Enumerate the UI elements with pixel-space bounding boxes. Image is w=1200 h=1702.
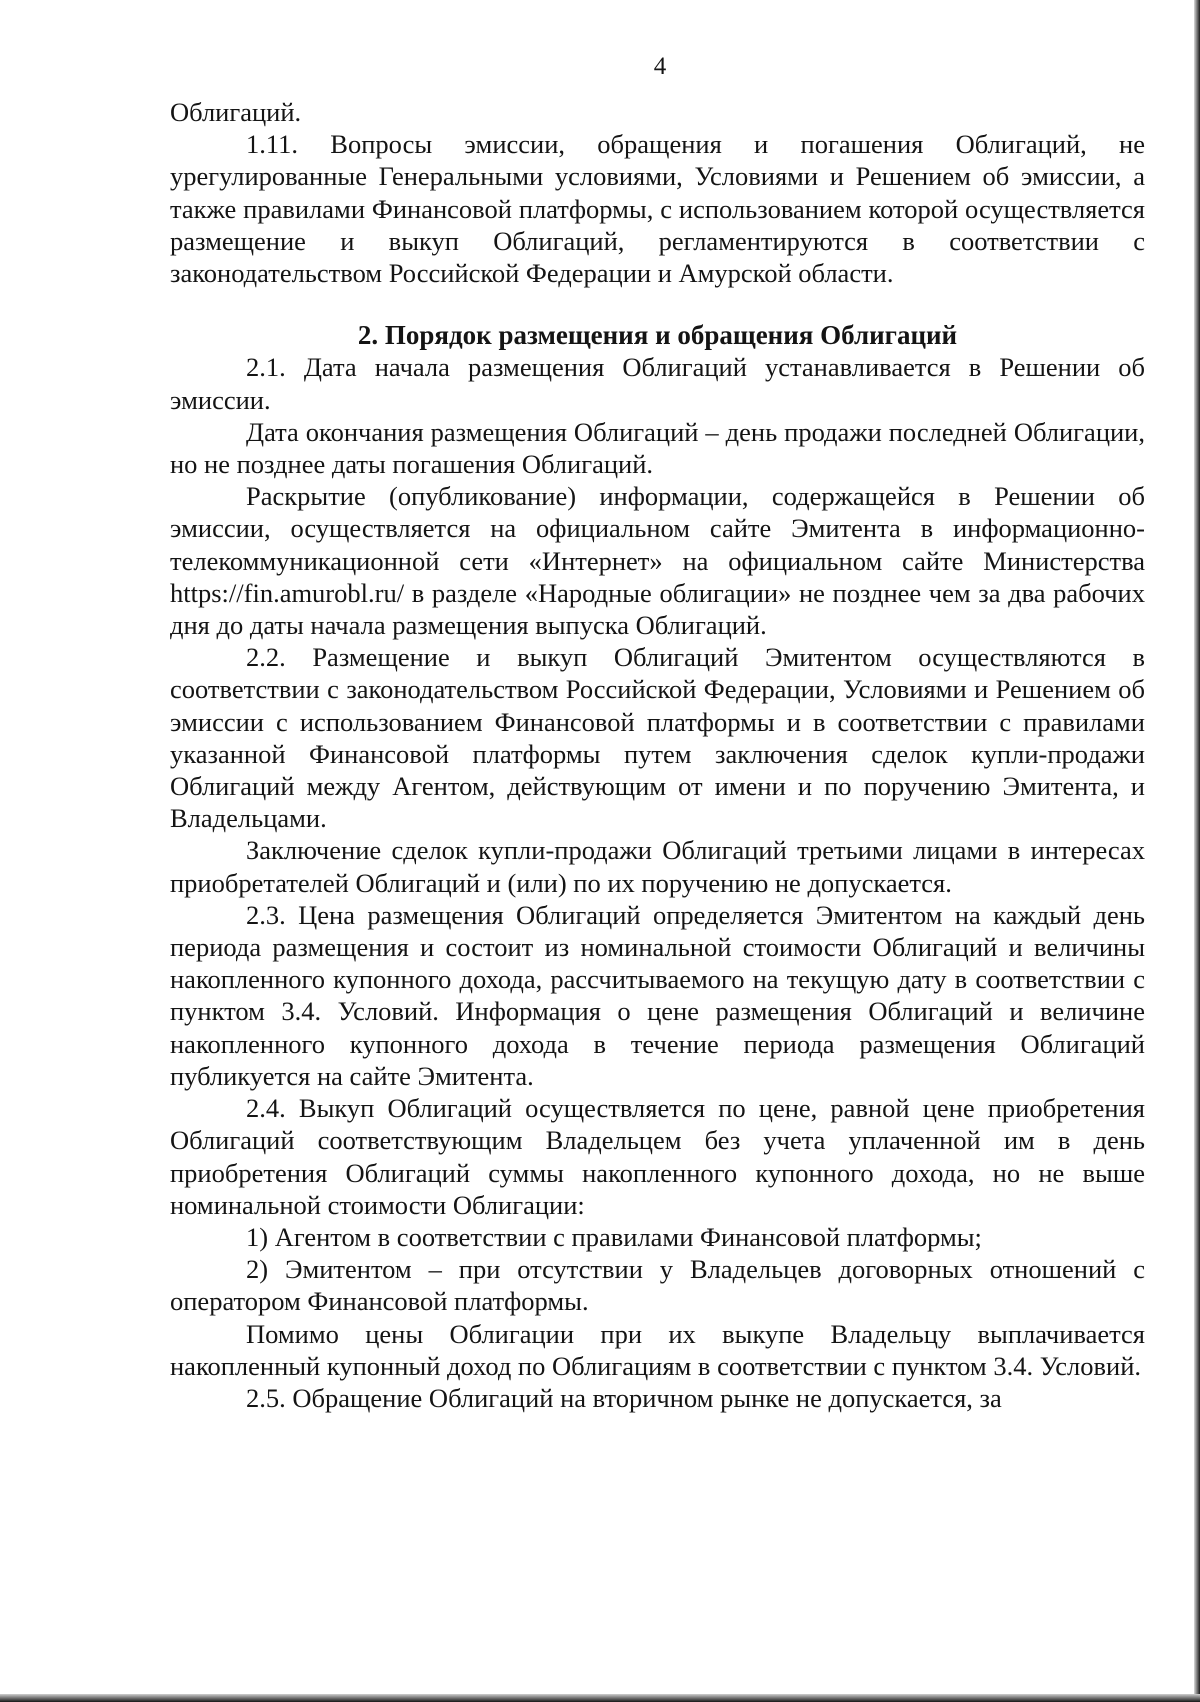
paragraph-2-1: 2.1. Дата начала размещения Облигаций устанавливается в Решении об эмиссии.: [170, 352, 1145, 415]
paragraph-disclosure: Раскрытие (опубликование) информации, содержащейся в Решении об эмиссии, осуществляется на официальном сайте Эмитента в информационно-телекоммуникационной сети «Интернет» на официальном сайте Министерства https://fin.amurobl.ru/ в разделе «Народные облигации» не позднее чем за два рабочих дня до даты начала размещения выпуска Облигаций.: [170, 481, 1145, 641]
paragraph-2-2: 2.2. Размещение и выкуп Облигаций Эмитентом осуществляются в соответствии с законодательством Российской Федерации, Условиями и Решением об эмиссии с использованием Финансовой платформы и в соответствии с правилами указанной Финансовой платформы путем заключения сделок купли-продажи Облигаций между Агентом, действующим от имени и по поручению Эмитента, и Владельцами.: [170, 642, 1145, 834]
section-title: 2. Порядок размещения и обращения Облигаций: [357, 320, 958, 351]
paragraph-2-5: 2.5. Обращение Облигаций на вторичном рынке не допускается, за: [246, 1382, 1002, 1413]
scan-edge-right: [1194, 0, 1200, 1702]
paragraph-end-date: Дата окончания размещения Облигаций – день продажи последней Облигации, но не позднее даты погашения Облигаций.: [170, 416, 1145, 480]
paragraph-third-parties: Заключение сделок купли-продажи Облигаций третьими лицами в интересах приобретателей Облигаций и (или) по их поручению не допускается.: [170, 835, 1145, 898]
paragraph-2-3: 2.3. Цена размещения Облигаций определяется Эмитентом на каждый день периода размещения и состоит из номинальной стоимости Облигаций и величины накопленного купонного дохода, рассчитываемого на текущую дату в соответствии с пунктом 3.4. Условий. Информация о цене размещения Облигаций и величине накопленного купонного дохода в течение периода размещения Облигаций публикуется на сайте Эмитента.: [170, 899, 1145, 1091]
scan-edge-bottom: [0, 1694, 1200, 1702]
page-number: 4: [653, 53, 667, 80]
document-body: [170, 96, 1145, 1414]
paragraph-2-4: 2.4. Выкуп Облигаций осуществляется по цене, равной цене приобретения Облигаций соответствующим Владельцем без учета уплаченной им в день приобретения Облигаций суммы накопленного купонного дохода, но не выше номинальной стоимости Облигации:: [170, 1093, 1145, 1220]
list-item-2: 2) Эмитентом – при отсутствии у Владельцев договорных отношений с оператором Финансовой платформы.: [170, 1254, 1145, 1317]
paragraph-1-11: 1.11. Вопросы эмиссии, обращения и погашения Облигаций, не урегулированные Генеральными условиями, Условиями и Решением об эмиссии, а также правилами Финансовой платформы, с использованием которой осуществляется размещение и выкуп Облигаций, регламентируются в соответствии с законодательством Российской Федерации и Амурской области.: [170, 129, 1145, 289]
paragraph-continuation: Облигаций.: [170, 97, 302, 127]
list-item-1: 1) Агентом в соответствии с правилами Финансовой платформы;: [246, 1221, 982, 1252]
paragraph-coupon-income: Помимо цены Облигации при их выкупе Владельцу выплачивается накопленный купонный доход по Облигациям в соответствии с пунктом 3.4. Условий.: [170, 1318, 1145, 1381]
